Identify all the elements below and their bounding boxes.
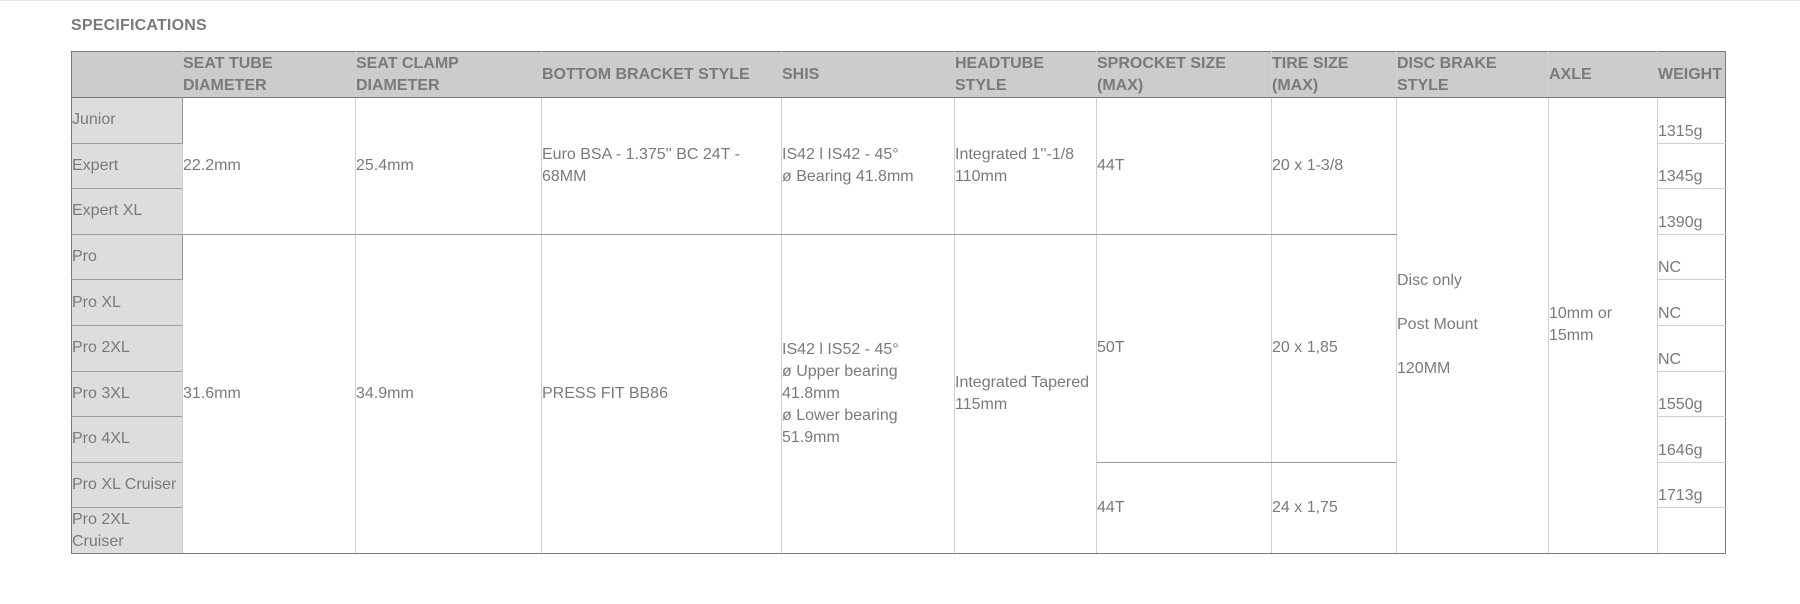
seat-clamp-cell: 34.9mm (356, 234, 542, 553)
seat-clamp-cell: 25.4mm (356, 98, 542, 235)
sprocket-cell: 44T (1097, 98, 1272, 235)
weight-cell: 1345g (1658, 143, 1726, 189)
tire-cell: 20 x 1,85 (1272, 234, 1397, 462)
section-title: SPECIFICATIONS (71, 17, 207, 34)
sprocket-cell: 44T (1097, 462, 1272, 553)
weight-cell: NC (1658, 325, 1726, 371)
shis-cell: IS42 l IS42 - 45° ø Bearing 41.8mm (782, 98, 955, 235)
header-row (72, 52, 1726, 98)
header-model (72, 52, 183, 98)
model-cell: Expert XL (72, 189, 183, 235)
header-sprocket: SPROCKET SIZE (MAX) (1097, 52, 1272, 98)
specifications-table (71, 51, 1726, 554)
header-seat-tube: SEAT TUBE DIAMETER (183, 52, 356, 98)
weight-cell: 1713g (1658, 462, 1726, 508)
model-cell: Pro 3XL (72, 371, 183, 417)
model-cell: Pro XL Cruiser (72, 462, 183, 508)
weight-cell (1658, 508, 1726, 554)
seat-tube-cell: 22.2mm (183, 98, 356, 235)
model-cell: Pro XL (72, 280, 183, 326)
weight-cell: 1646g (1658, 417, 1726, 463)
model-cell: Pro 2XL Cruiser (72, 508, 183, 554)
model-cell: Expert (72, 143, 183, 189)
model-cell: Pro 2XL (72, 325, 183, 371)
weight-cell: NC (1658, 234, 1726, 280)
weight-cell: 1390g (1658, 189, 1726, 235)
tire-cell: 24 x 1,75 (1272, 462, 1397, 553)
headtube-cell: Integrated Tapered 115mm (955, 234, 1097, 553)
seat-tube-cell: 31.6mm (183, 234, 356, 553)
sprocket-cell: 50T (1097, 234, 1272, 462)
header-bottom-bracket: BOTTOM BRACKET STYLE (542, 52, 782, 98)
shis-cell: IS42 l IS52 - 45° ø Upper bearing 41.8mm ø Lower bearing 51.9mm (782, 234, 955, 553)
header-disc-brake: DISC BRAKE STYLE (1397, 52, 1549, 98)
weight-cell: NC (1658, 280, 1726, 326)
header-tire: TIRE SIZE (MAX) (1272, 52, 1397, 98)
bottom-bracket-cell: Euro BSA - 1.375'' BC 24T - 68MM (542, 98, 782, 235)
header-headtube: HEADTUBE STYLE (955, 52, 1097, 98)
header-weight: WEIGHT (1658, 52, 1726, 98)
disc-brake-cell: Disc only Post Mount 120MM (1397, 98, 1549, 554)
bottom-bracket-cell: PRESS FIT BB86 (542, 234, 782, 553)
model-cell: Pro 4XL (72, 417, 183, 463)
model-cell: Pro (72, 234, 183, 280)
tire-cell: 20 x 1-3/8 (1272, 98, 1397, 235)
header-seat-clamp: SEAT CLAMP DIAMETER (356, 52, 542, 98)
top-divider (0, 0, 1800, 1)
headtube-cell: Integrated 1''-1/8 110mm (955, 98, 1097, 235)
model-cell: Junior (72, 98, 183, 144)
axle-cell: 10mm or 15mm (1549, 98, 1658, 554)
weight-cell: 1550g (1658, 371, 1726, 417)
header-axle: AXLE (1549, 52, 1658, 98)
header-shis: SHIS (782, 52, 955, 98)
table-row (72, 98, 1726, 144)
weight-cell: 1315g (1658, 98, 1726, 144)
